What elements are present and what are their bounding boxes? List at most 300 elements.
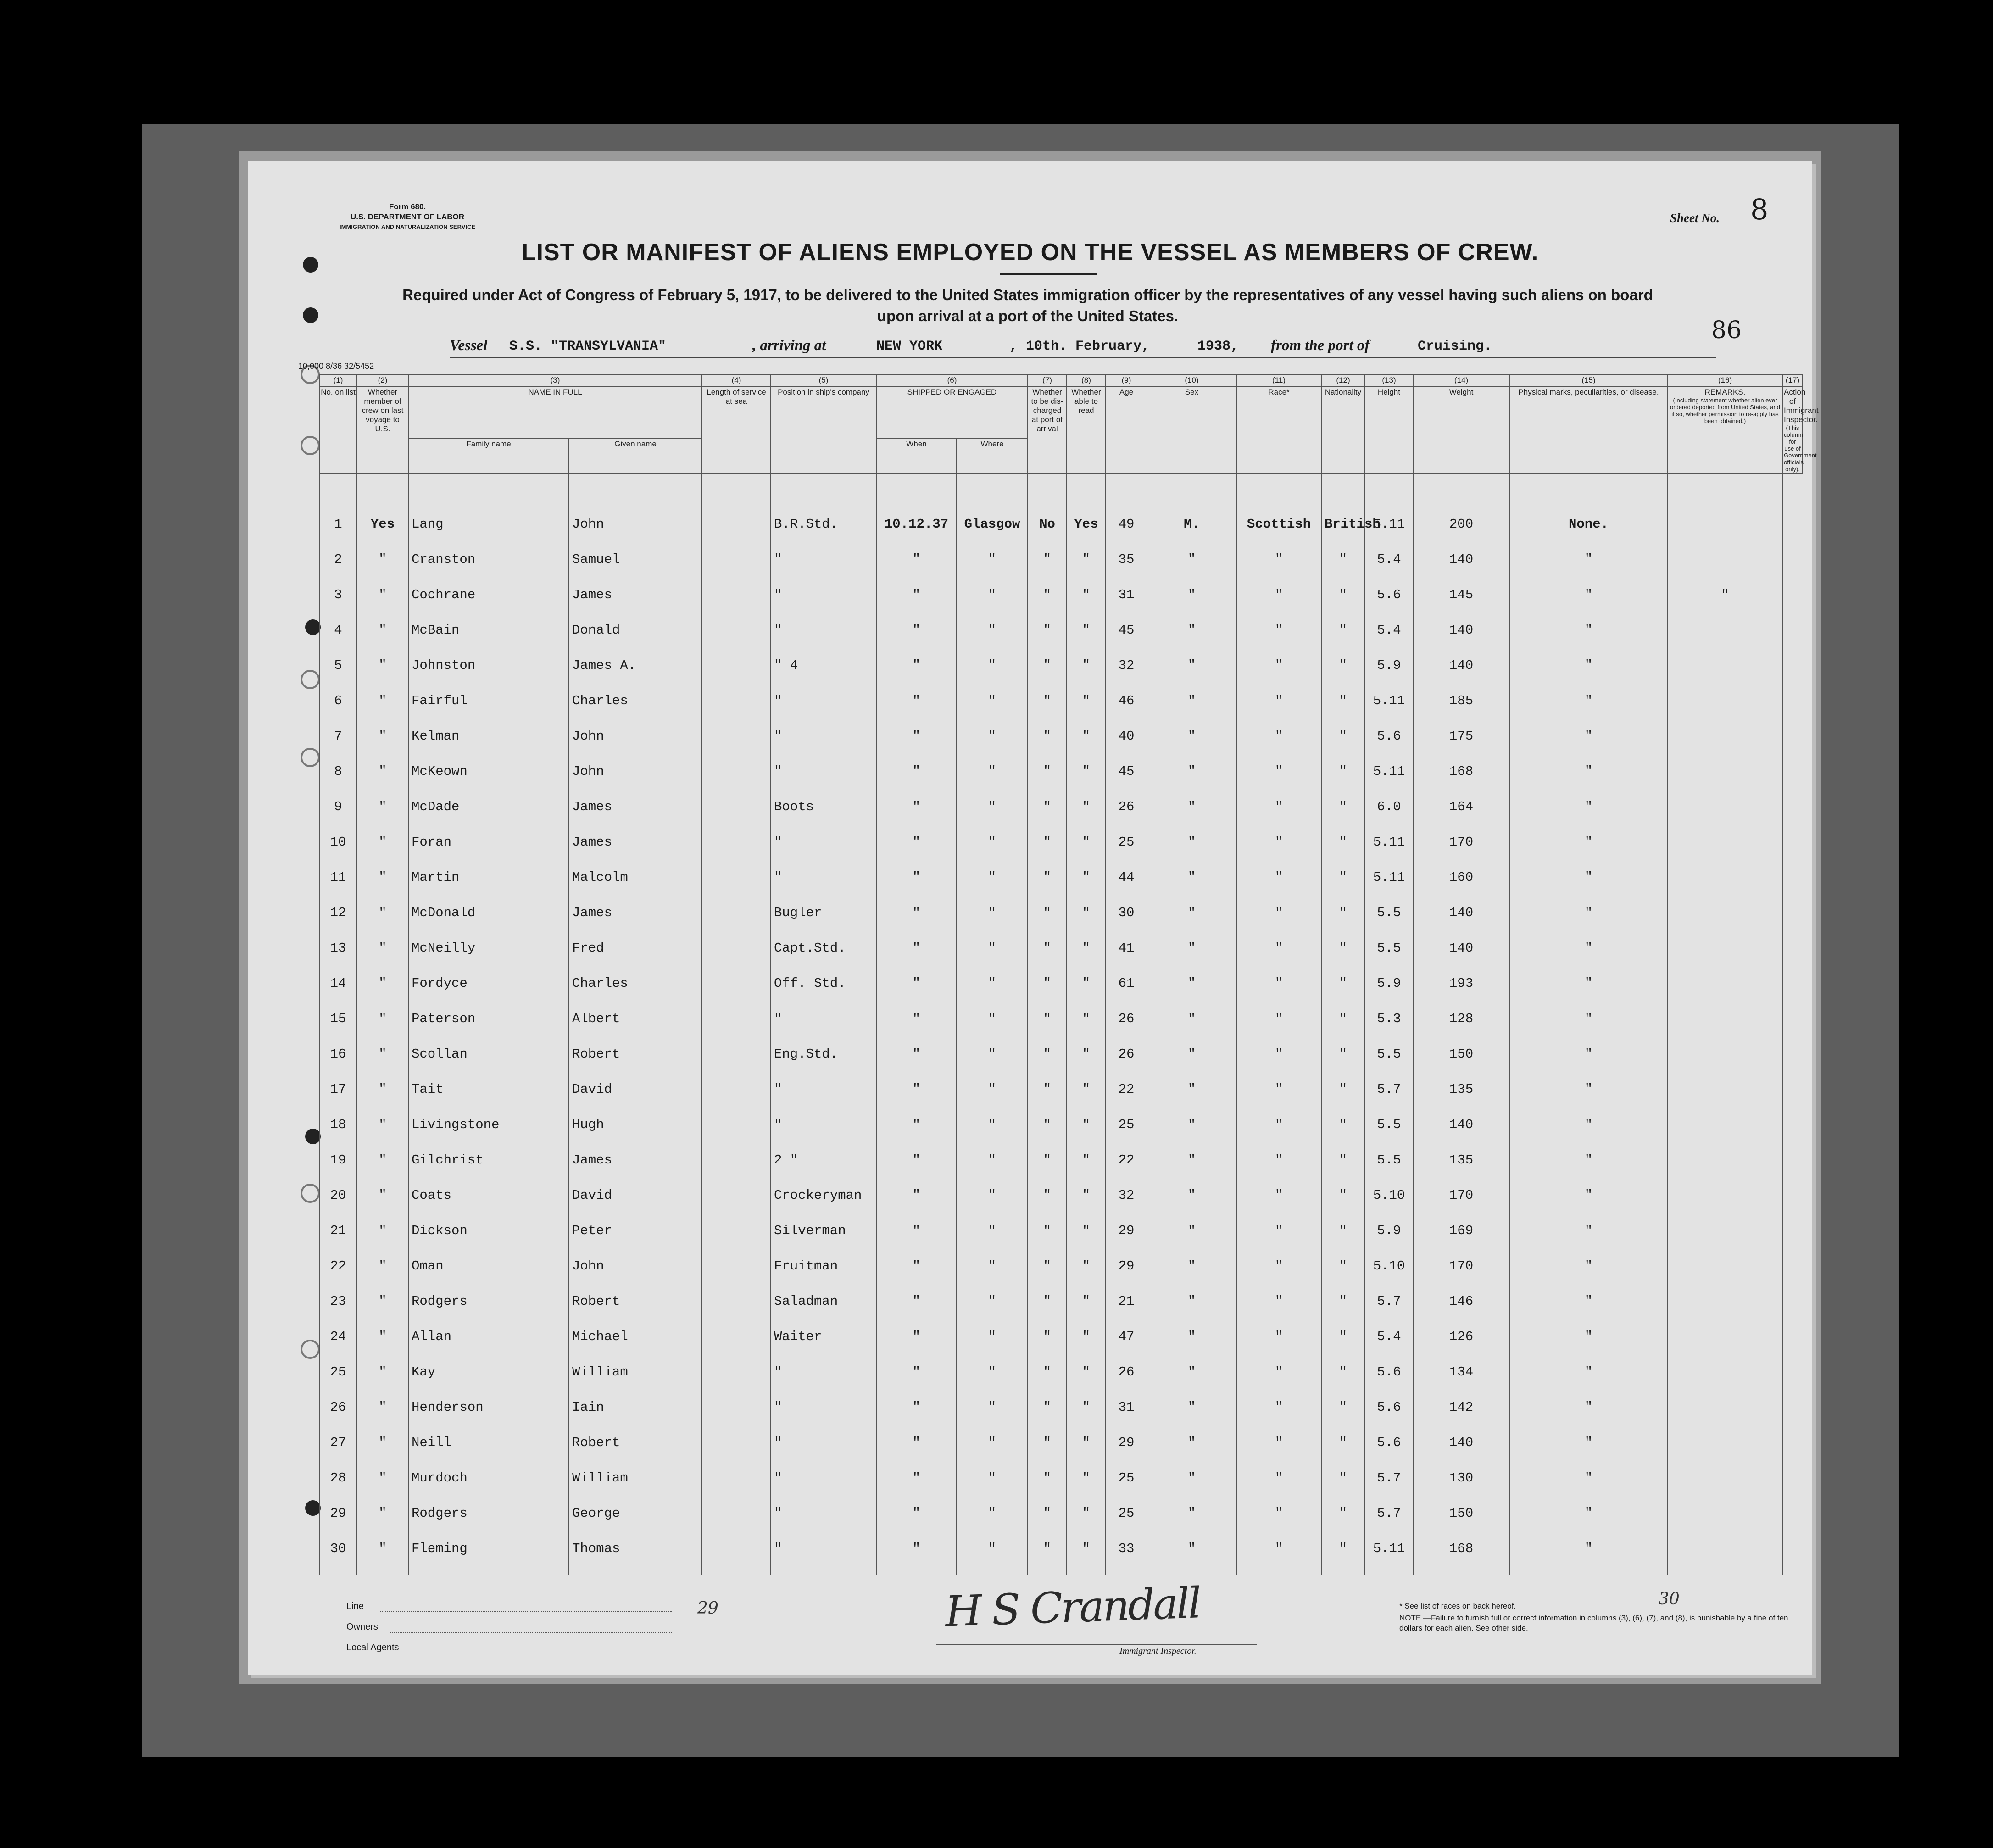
cell-discharge: " <box>1028 1284 1067 1319</box>
spacer-cell <box>1236 474 1321 507</box>
cell-discharge: " <box>1028 1001 1067 1036</box>
cell-age: 21 <box>1106 1284 1147 1319</box>
cell-discharge: " <box>1028 930 1067 966</box>
column-header-text: Weight <box>1449 388 1474 396</box>
column-header-text: Whether to be dis-charged at port of arrival <box>1031 388 1063 433</box>
cell-read: " <box>1067 1072 1106 1107</box>
cell-marks: " <box>1509 1107 1668 1142</box>
column-header-text: Sex <box>1185 388 1199 396</box>
cell-where: " <box>957 824 1028 860</box>
cell-sex: " <box>1147 860 1236 895</box>
cell-marks: " <box>1509 1001 1668 1036</box>
cell-discharge: " <box>1028 648 1067 683</box>
cell-height: 6.0 <box>1365 789 1413 824</box>
spacer-cell <box>1365 474 1413 507</box>
column-header <box>1365 386 1413 474</box>
cell-no: 22 <box>319 1248 357 1284</box>
cell-race: " <box>1236 1001 1321 1036</box>
table-row <box>319 683 1803 718</box>
column-number-cell <box>1668 374 1782 386</box>
cell-remarks <box>1668 1319 1782 1354</box>
handwritten-count-right: 30 <box>1659 1590 1680 1609</box>
column-header <box>1782 386 1819 474</box>
cell-when: " <box>876 1390 957 1425</box>
cell-no: 2 <box>319 542 357 577</box>
table-row <box>319 966 1803 1001</box>
cell-nationality: " <box>1321 718 1365 754</box>
cell-height: 5.11 <box>1365 1531 1413 1566</box>
cell-when: " <box>876 1213 957 1248</box>
cell-read: " <box>1067 1460 1106 1496</box>
column-header-text: (14) <box>1454 376 1469 384</box>
column-header-text: (1) <box>333 376 343 384</box>
cell-marks: " <box>1509 1142 1668 1178</box>
cell-remarks <box>1668 1107 1782 1142</box>
cell-marks: " <box>1509 542 1668 577</box>
cell-read: Yes <box>1067 507 1106 542</box>
cell-given: James <box>569 789 702 824</box>
cell-remarks <box>1668 1531 1782 1566</box>
cell-no: 9 <box>319 789 357 824</box>
end-cell <box>702 1566 771 1575</box>
cell-where: " <box>957 1178 1028 1213</box>
cell-given: Peter <box>569 1213 702 1248</box>
cell-family: Neill <box>408 1425 569 1460</box>
cell-weight: 128 <box>1413 1001 1509 1036</box>
column-number-cell <box>1236 374 1321 386</box>
cell-length-of-service <box>702 1072 771 1107</box>
cell-position: " <box>771 1460 876 1496</box>
cell-nationality: " <box>1321 1178 1365 1213</box>
column-number-cell <box>876 374 1028 386</box>
cell-read: " <box>1067 1142 1106 1178</box>
table-row <box>319 1001 1803 1036</box>
cell-weight: 175 <box>1413 718 1509 754</box>
cell-length-of-service <box>702 1036 771 1072</box>
cell-weight: 134 <box>1413 1354 1509 1390</box>
cell-age: 33 <box>1106 1531 1147 1566</box>
cell-prev: " <box>357 1531 408 1566</box>
cell-sex: " <box>1147 966 1236 1001</box>
stamped-number: 86 <box>1711 317 1742 344</box>
cell-given: Albert <box>569 1001 702 1036</box>
cell-when: " <box>876 1001 957 1036</box>
cell-discharge: " <box>1028 718 1067 754</box>
column-header-text: (17) <box>1785 376 1800 384</box>
arriving-label: , arriving at <box>752 337 826 354</box>
cell-read: " <box>1067 1390 1106 1425</box>
spacer-cell <box>319 474 357 507</box>
cell-prev: " <box>357 754 408 789</box>
cell-prev: " <box>357 542 408 577</box>
cell-height: 5.9 <box>1365 648 1413 683</box>
cell-marks: " <box>1509 1531 1668 1566</box>
cell-prev: " <box>357 1001 408 1036</box>
cell-sex: " <box>1147 542 1236 577</box>
cell-family: Fordyce <box>408 966 569 1001</box>
cell-when: " <box>876 895 957 930</box>
cell-remarks <box>1668 930 1782 966</box>
cell-weight: 140 <box>1413 542 1509 577</box>
cell-family: Lang <box>408 507 569 542</box>
cell-read: " <box>1067 1178 1106 1213</box>
cell-race: " <box>1236 718 1321 754</box>
table-row <box>319 612 1803 648</box>
spacer-cell <box>1321 474 1365 507</box>
column-subheader <box>569 438 702 474</box>
cell-discharge: " <box>1028 1142 1067 1178</box>
cell-sex: " <box>1147 1284 1236 1319</box>
cell-read: " <box>1067 542 1106 577</box>
cell-nationality: " <box>1321 966 1365 1001</box>
footer-agents-label: Local Agents <box>346 1642 399 1653</box>
cell-weight: 146 <box>1413 1284 1509 1319</box>
cell-sex: " <box>1147 1107 1236 1142</box>
cell-weight: 130 <box>1413 1460 1509 1496</box>
cell-race: " <box>1236 683 1321 718</box>
cell-position: " <box>771 1496 876 1531</box>
cell-family: Johnston <box>408 648 569 683</box>
cell-where: " <box>957 648 1028 683</box>
cell-family: Gilchrist <box>408 1142 569 1178</box>
cell-family: Rodgers <box>408 1496 569 1531</box>
cell-length-of-service <box>702 966 771 1001</box>
cell-height: 5.10 <box>1365 1178 1413 1213</box>
cell-when: " <box>876 824 957 860</box>
races-note: * See list of races on back hereof. <box>1399 1602 1516 1610</box>
spacer-cell <box>957 474 1028 507</box>
column-header <box>1236 386 1321 474</box>
cell-when: " <box>876 1354 957 1390</box>
binding-hole <box>301 748 320 767</box>
spacer-cell <box>1147 474 1236 507</box>
cell-weight: 142 <box>1413 1390 1509 1425</box>
cell-position: Off. Std. <box>771 966 876 1001</box>
table-row <box>319 1354 1803 1390</box>
column-number-cell <box>1028 374 1067 386</box>
cell-no: 21 <box>319 1213 357 1248</box>
column-group-header <box>408 386 702 438</box>
cell-position: " <box>771 1390 876 1425</box>
cell-where: " <box>957 577 1028 612</box>
cell-remarks <box>1668 1425 1782 1460</box>
cell-marks: " <box>1509 754 1668 789</box>
manifest-sheet <box>248 161 1819 1675</box>
cell-weight: 140 <box>1413 1107 1509 1142</box>
cell-remarks <box>1668 1072 1782 1107</box>
cell-length-of-service <box>702 1496 771 1531</box>
cell-read: " <box>1067 577 1106 612</box>
cell-length-of-service <box>702 1531 771 1566</box>
cell-height: 5.4 <box>1365 1319 1413 1354</box>
cell-no: 12 <box>319 895 357 930</box>
cell-age: 44 <box>1106 860 1147 895</box>
column-header-text: Physical marks, peculiarities, or disease. <box>1518 388 1659 396</box>
cell-given: John <box>569 754 702 789</box>
cell-nationality: " <box>1321 789 1365 824</box>
end-cell <box>1668 1566 1782 1575</box>
cell-read: " <box>1067 718 1106 754</box>
column-number-cell <box>408 374 702 386</box>
cell-given: Michael <box>569 1319 702 1354</box>
cell-where: " <box>957 1213 1028 1248</box>
cell-no: 5 <box>319 648 357 683</box>
cell-position: " <box>771 1001 876 1036</box>
column-header <box>1067 386 1106 474</box>
column-number-cell <box>357 374 408 386</box>
cell-given: James A. <box>569 648 702 683</box>
footer-agents-rule <box>408 1652 672 1653</box>
cell-height: 5.11 <box>1365 754 1413 789</box>
cell-family: McDade <box>408 789 569 824</box>
cell-sex: " <box>1147 1319 1236 1354</box>
cell-family: McDonald <box>408 895 569 930</box>
page-subtitle: Required under Act of Congress of February 5, 1917, to be delivered to the United States immigration officer by the representatives of any vessel having such aliens on board upon arrival at a port of the United States. <box>402 286 1653 324</box>
cell-race: " <box>1236 1460 1321 1496</box>
column-number-cell <box>1413 374 1509 386</box>
cell-read: " <box>1067 1213 1106 1248</box>
cell-read: " <box>1067 754 1106 789</box>
end-cell <box>319 1566 357 1575</box>
cell-sex: " <box>1147 1178 1236 1213</box>
signature-rule <box>936 1643 1257 1645</box>
cell-sex: " <box>1147 1460 1236 1496</box>
table-row <box>319 1213 1803 1248</box>
cell-marks: " <box>1509 895 1668 930</box>
cell-position: Fruitman <box>771 1248 876 1284</box>
cell-when: " <box>876 1072 957 1107</box>
service-name: IMMIGRATION AND NATURALIZATION SERVICE <box>340 223 476 230</box>
cell-when: " <box>876 1036 957 1072</box>
column-header <box>1028 386 1067 474</box>
vessel-label: Vessel <box>450 337 488 354</box>
cell-read: " <box>1067 1107 1106 1142</box>
cell-where: " <box>957 612 1028 648</box>
cell-age: 29 <box>1106 1425 1147 1460</box>
cell-remarks <box>1668 1354 1782 1390</box>
cell-marks: " <box>1509 966 1668 1001</box>
column-header-text: Action of Immigrant Inspector. <box>1784 388 1819 424</box>
spacer-cell <box>1413 474 1509 507</box>
cell-age: 32 <box>1106 648 1147 683</box>
cell-remarks <box>1668 542 1782 577</box>
cell-no: 3 <box>319 577 357 612</box>
cell-height: 5.11 <box>1365 683 1413 718</box>
form-identifier <box>340 202 475 232</box>
cell-age: 25 <box>1106 1460 1147 1496</box>
column-number-cell <box>1067 374 1106 386</box>
cell-nationality: " <box>1321 1072 1365 1107</box>
column-header <box>702 386 771 474</box>
column-header-text: (10) <box>1185 376 1199 384</box>
cell-height: 5.9 <box>1365 966 1413 1001</box>
column-number-cell <box>1782 374 1803 386</box>
cell-where: " <box>957 930 1028 966</box>
cell-nationality: " <box>1321 1001 1365 1036</box>
cell-nationality: " <box>1321 1531 1365 1566</box>
cell-discharge: " <box>1028 1036 1067 1072</box>
column-header-text: (7) <box>1042 376 1052 384</box>
column-header <box>1321 386 1365 474</box>
cell-discharge: No <box>1028 507 1067 542</box>
cell-when: " <box>876 1425 957 1460</box>
cell-remarks <box>1668 824 1782 860</box>
cell-position: " <box>771 1425 876 1460</box>
cell-family: Livingstone <box>408 1107 569 1142</box>
cell-position: " <box>771 1354 876 1390</box>
cell-when: " <box>876 1284 957 1319</box>
cell-nationality: " <box>1321 542 1365 577</box>
cell-length-of-service <box>702 789 771 824</box>
cell-family: Cochrane <box>408 577 569 612</box>
end-cell <box>1236 1566 1321 1575</box>
cell-remarks <box>1668 612 1782 648</box>
cell-remarks <box>1668 966 1782 1001</box>
table-row <box>319 648 1803 683</box>
cell-marks: " <box>1509 789 1668 824</box>
cell-length-of-service <box>702 648 771 683</box>
cell-when: " <box>876 860 957 895</box>
cell-age: 26 <box>1106 1001 1147 1036</box>
end-cell <box>357 1566 408 1575</box>
cell-read: " <box>1067 648 1106 683</box>
cell-remarks <box>1668 895 1782 930</box>
cell-weight: 200 <box>1413 507 1509 542</box>
cell-race: " <box>1236 1354 1321 1390</box>
cell-length-of-service <box>702 824 771 860</box>
cell-sex: " <box>1147 824 1236 860</box>
cell-sex: " <box>1147 1531 1236 1566</box>
cell-prev: " <box>357 1107 408 1142</box>
cell-nationality: " <box>1321 860 1365 895</box>
end-cell <box>569 1566 702 1575</box>
column-header-text: (13) <box>1382 376 1396 384</box>
cell-position: 2 " <box>771 1142 876 1178</box>
table-row <box>319 1284 1803 1319</box>
cell-race: " <box>1236 860 1321 895</box>
cell-prev: " <box>357 1178 408 1213</box>
end-cell <box>1365 1566 1413 1575</box>
cell-family: Fairful <box>408 683 569 718</box>
column-header-text: (9) <box>1121 376 1131 384</box>
cell-given: Charles <box>569 966 702 1001</box>
cell-race: " <box>1236 1496 1321 1531</box>
cell-no: 24 <box>319 1319 357 1354</box>
cell-family: Kelman <box>408 718 569 754</box>
cell-where: " <box>957 542 1028 577</box>
cell-prev: " <box>357 789 408 824</box>
cell-read: " <box>1067 612 1106 648</box>
cell-family: McBain <box>408 612 569 648</box>
cell-race: " <box>1236 966 1321 1001</box>
cell-discharge: " <box>1028 895 1067 930</box>
cell-length-of-service <box>702 718 771 754</box>
cell-length-of-service <box>702 612 771 648</box>
binding-hole <box>305 1500 321 1516</box>
cell-sex: " <box>1147 1248 1236 1284</box>
cell-length-of-service <box>702 1425 771 1460</box>
binding-hole <box>301 436 320 455</box>
table-end-row <box>319 1566 1803 1575</box>
cell-discharge: " <box>1028 824 1067 860</box>
cell-sex: " <box>1147 1425 1236 1460</box>
cell-nationality: " <box>1321 1036 1365 1072</box>
cell-where: " <box>957 1425 1028 1460</box>
cell-remarks <box>1668 1178 1782 1213</box>
cell-given: Robert <box>569 1425 702 1460</box>
spacer-cell <box>702 474 771 507</box>
end-cell <box>876 1566 957 1575</box>
cell-remarks <box>1668 1460 1782 1496</box>
cell-race: " <box>1236 1284 1321 1319</box>
cell-weight: 135 <box>1413 1072 1509 1107</box>
cell-age: 31 <box>1106 577 1147 612</box>
cell-where: " <box>957 1107 1028 1142</box>
cell-prev: " <box>357 966 408 1001</box>
cell-length-of-service <box>702 1142 771 1178</box>
column-subheader <box>957 438 1028 474</box>
arrival-year: 1938, <box>1197 339 1239 354</box>
cell-race: " <box>1236 930 1321 966</box>
cell-prev: " <box>357 1072 408 1107</box>
cell-where: " <box>957 1072 1028 1107</box>
cell-marks: " <box>1509 612 1668 648</box>
cell-race: " <box>1236 1036 1321 1072</box>
cell-age: 25 <box>1106 824 1147 860</box>
cell-sex: " <box>1147 1001 1236 1036</box>
cell-no: 25 <box>319 1354 357 1390</box>
cell-sex: " <box>1147 754 1236 789</box>
cell-marks: " <box>1509 1460 1668 1496</box>
spacer-cell <box>1668 474 1782 507</box>
table-row <box>319 1425 1803 1460</box>
cell-sex: " <box>1147 1496 1236 1531</box>
binding-hole <box>301 670 320 689</box>
end-cell <box>1147 1566 1236 1575</box>
cell-race: " <box>1236 542 1321 577</box>
table-row <box>319 824 1803 860</box>
cell-weight: 164 <box>1413 789 1509 824</box>
cell-position: " <box>771 860 876 895</box>
cell-given: John <box>569 1248 702 1284</box>
cell-sex: " <box>1147 577 1236 612</box>
cell-marks: " <box>1509 718 1668 754</box>
cell-when: " <box>876 1319 957 1354</box>
cell-remarks <box>1668 683 1782 718</box>
cell-marks: " <box>1509 1425 1668 1460</box>
table-row <box>319 1460 1803 1496</box>
cell-position: " <box>771 824 876 860</box>
cell-given: Donald <box>569 612 702 648</box>
cell-discharge: " <box>1028 1390 1067 1425</box>
column-header-text: Whether member of crew on last voyage to U.S. <box>362 388 404 433</box>
cell-family: Henderson <box>408 1390 569 1425</box>
cell-age: 25 <box>1106 1496 1147 1531</box>
cell-weight: 150 <box>1413 1036 1509 1072</box>
cell-length-of-service <box>702 895 771 930</box>
cell-where: " <box>957 754 1028 789</box>
cell-weight: 135 <box>1413 1142 1509 1178</box>
column-header <box>1668 386 1782 474</box>
cell-no: 26 <box>319 1390 357 1425</box>
cell-nationality: " <box>1321 1284 1365 1319</box>
cell-discharge: " <box>1028 966 1067 1001</box>
cell-when: " <box>876 930 957 966</box>
cell-no: 8 <box>319 754 357 789</box>
table-row <box>319 1036 1803 1072</box>
column-header-text: When <box>906 439 927 448</box>
cell-age: 47 <box>1106 1319 1147 1354</box>
